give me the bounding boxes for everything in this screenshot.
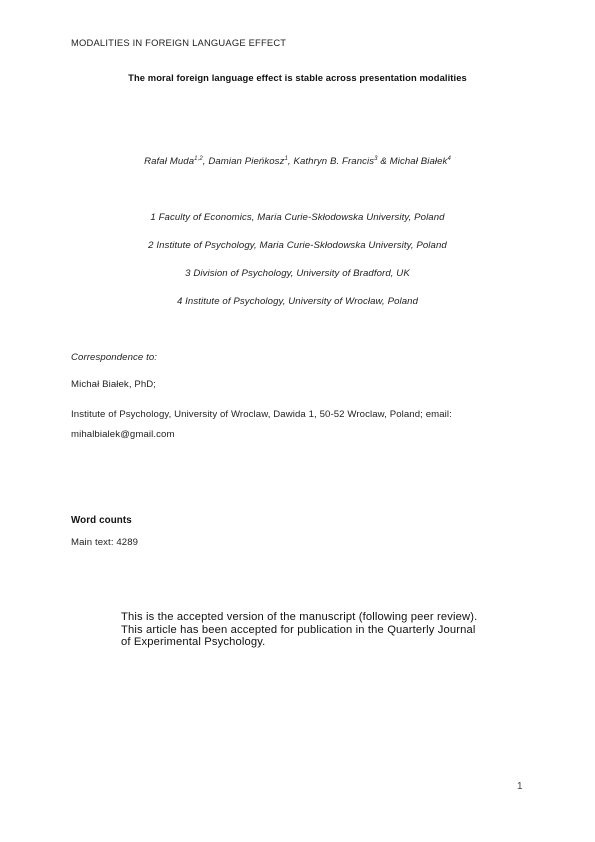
author-affiliation-marker: 1,2	[194, 156, 203, 162]
page-number: 1	[517, 781, 523, 792]
affiliation-2: 2 Institute of Psychology, Maria Curie-Skłodowska University, Poland	[148, 240, 447, 251]
author-affiliation-marker: 4	[447, 156, 451, 162]
correspondence-name: Michał Białek, PhD;	[71, 379, 157, 390]
running-head: MODALITIES IN FOREIGN LANGUAGE EFFECT	[71, 37, 287, 48]
correspondence-label: Correspondence to:	[71, 352, 158, 363]
notice-line: This is the accepted version of the manuscript (following peer review).	[121, 611, 478, 623]
affiliation-3: 3 Division of Psychology, University of Bradford, UK	[185, 268, 410, 279]
notice-line: This article has been accepted for publication in the Quarterly Journal	[121, 623, 476, 636]
author-separator: ,	[202, 156, 209, 167]
author-affiliation-marker: 3	[374, 156, 378, 162]
accepted-version-notice	[121, 611, 521, 649]
author-affiliation-marker: 1	[284, 156, 288, 162]
affiliation-4: 4 Institute of Psychology, University of Wrocław, Poland	[176, 296, 419, 307]
word-counts-main-text: Main text: 4289	[71, 537, 139, 548]
affiliation-1: 1 Faculty of Economics, Maria Curie-Skłodowska University, Poland	[150, 212, 445, 223]
author-name: Michał Białek	[389, 156, 448, 167]
word-counts-heading: Word counts	[71, 515, 132, 526]
correspondence-email: mihalbialek@gmail.com	[71, 429, 175, 440]
notice-line: of Experimental Psychology.	[121, 636, 266, 648]
author-list	[0, 156, 595, 168]
author-name: Rafał Muda	[144, 156, 195, 167]
correspondence-address: Institute of Psychology, University of Wroclaw, Dawida 1, 50-52 Wroclaw, Poland; email:	[71, 409, 452, 420]
paper-title: The moral foreign language effect is stable across presentation modalities	[128, 72, 467, 83]
author-separator: &	[377, 156, 390, 167]
author-separator: ,	[287, 156, 294, 167]
author-name: Damian Pieńkosz	[208, 156, 285, 167]
author-name: Kathryn B. Francis	[293, 156, 375, 167]
